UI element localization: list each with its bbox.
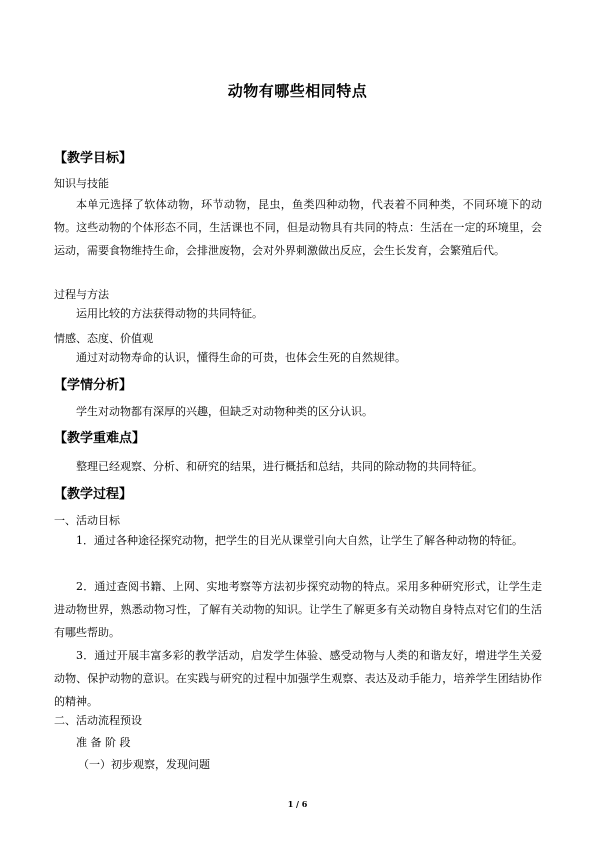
subsection-observation: （一）初步观察，发现问题 [78,758,210,771]
heading-teaching-goals: 【教学目标】 [54,151,133,166]
label-knowledge-skills: 知识与技能 [54,177,109,190]
list-item-goal-2: 2．通过查阅书籍、上网、实地考察等方法初步探究动物的特点。采用多种研究形式，让学生走进动物世界，熟悉动物习性，了解有关动物的知识。让学生了解更多有关动物自身特点对它们的生活有哪些帮助。 [54,580,542,639]
paragraph-process-method: 运用比较的方法获得动物的共同特征。 [76,307,263,320]
paragraph-knowledge-skills: 本单元选择了软体动物，环节动物，昆虫，鱼类四种动物，代表着不同种类，不同环境下的动物。这些动物的个体形态不同，生活课也不同，但是动物具有共同的特点：生活在一定的环境里，会运动，需要食物维持生命，会排泄废物，会对外界刺激做出反应，会生长发育，会繁殖后代。 [54,198,542,257]
paragraph-attitude-values: 通过对动物寿命的认识，懂得生命的可贵，也体会生死的自然规律。 [76,351,406,364]
list-item-goal-1: 1．通过各种途径探究动物，把学生的目光从课堂引向大自然，让学生了解各种动物的特征。 [76,534,523,547]
paragraph-key-points: 整理已经观察、分析、和研究的结果，进行概括和总结，共同的除动物的共同特征。 [76,460,483,473]
heading-student-analysis: 【学情分析】 [54,378,133,393]
heading-key-points: 【教学重难点】 [54,431,146,446]
section-activity-flow: 二、活动流程预设 [54,714,142,727]
page-number: 1 / 6 [287,799,308,809]
stage-preparation: 准 备 阶 段 [76,736,131,749]
section-activity-goals: 一、活动目标 [54,514,120,527]
label-process-method: 过程与方法 [54,288,109,301]
list-item-goal-3: 3．通过开展丰富多彩的教学活动，启发学生体验、感受动物与人类的和谐友好，增进学生关爱动物、保护动物的意识。在实践与研究的过程中加强学生观察、表达及动手能力，培养学生团结协作的精神。 [54,649,542,708]
paragraph-student-analysis: 学生对动物都有深厚的兴趣，但缺乏对动物种类的区分认识。 [76,405,373,418]
heading-teaching-process: 【教学过程】 [54,487,133,502]
label-attitude-values: 情感、态度、价值观 [54,332,153,345]
document-title: 动物有哪些相同特点 [227,82,368,100]
